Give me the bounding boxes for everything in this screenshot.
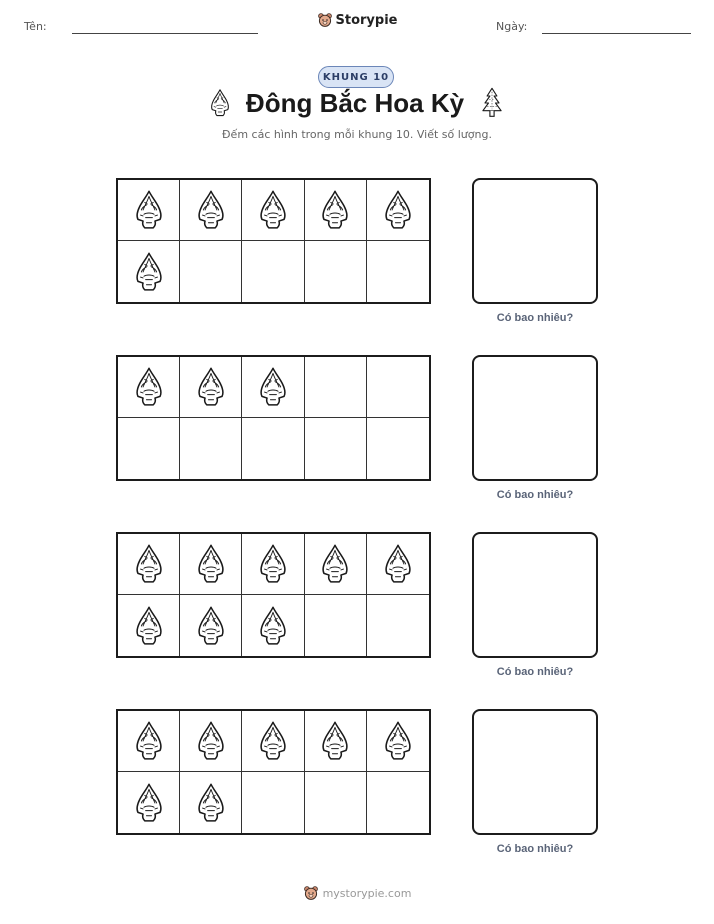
bear-icon — [317, 12, 333, 28]
arrowhead-icon — [256, 188, 290, 232]
answer-box[interactable] — [472, 709, 598, 835]
frame-cell — [242, 534, 304, 595]
frame-cell — [367, 711, 429, 772]
frame-cell — [367, 180, 429, 241]
frame-cell — [118, 418, 180, 479]
arrowhead-icon — [318, 719, 352, 763]
arrowhead-icon — [132, 719, 166, 763]
answer-box[interactable] — [472, 532, 598, 658]
bear-icon — [303, 885, 319, 901]
ten-frame — [116, 355, 431, 481]
frame-cell — [180, 180, 242, 241]
arrowhead-icon — [194, 188, 228, 232]
frame-cell — [305, 180, 367, 241]
frame-cell — [242, 772, 304, 833]
frame-cell — [305, 241, 367, 302]
page-title: Đông Bắc Hoa Kỳ — [245, 87, 465, 118]
frame-cell — [118, 241, 180, 302]
frame-cell — [367, 772, 429, 833]
answer-box[interactable] — [472, 178, 598, 304]
frame-cell — [180, 595, 242, 656]
frame-cell — [367, 357, 429, 418]
ten-frame — [116, 532, 431, 658]
arrowhead-icon — [194, 542, 228, 586]
frame-cell — [242, 418, 304, 479]
ten-frame — [116, 178, 431, 304]
frame-cell — [180, 357, 242, 418]
ten-frame-badge: KHUNG 10 — [318, 66, 394, 88]
frame-cell — [118, 534, 180, 595]
pine-tree-icon — [478, 86, 506, 120]
arrowhead-icon — [381, 542, 415, 586]
arrowhead-icon — [132, 250, 166, 294]
arrowhead-icon — [132, 365, 166, 409]
frame-cell — [180, 534, 242, 595]
frame-cell — [242, 357, 304, 418]
arrowhead-icon — [208, 87, 232, 119]
name-line[interactable] — [72, 33, 258, 34]
footer-url[interactable]: mystorypie.com — [322, 886, 412, 900]
frame-cell — [118, 772, 180, 833]
arrowhead-icon — [132, 604, 166, 648]
frame-cell — [118, 711, 180, 772]
frame-cell — [242, 180, 304, 241]
frame-cell — [242, 595, 304, 656]
brand-name: Storypie — [335, 12, 398, 28]
arrowhead-icon — [256, 365, 290, 409]
frame-cell — [305, 357, 367, 418]
arrowhead-icon — [132, 188, 166, 232]
frame-cell — [305, 418, 367, 479]
arrowhead-icon — [194, 781, 228, 825]
frame-cell — [118, 357, 180, 418]
arrowhead-icon — [318, 542, 352, 586]
date-label: Ngày: — [496, 20, 528, 33]
footer — [0, 885, 714, 906]
answer-label: Có bao nhiêu? — [496, 666, 574, 678]
frame-cell — [118, 595, 180, 656]
arrowhead-icon — [318, 188, 352, 232]
title-row — [0, 86, 714, 120]
answer-label: Có bao nhiêu? — [496, 312, 574, 324]
arrowhead-icon — [381, 719, 415, 763]
frame-cell — [242, 241, 304, 302]
frame-cell — [367, 595, 429, 656]
frame-cell — [305, 534, 367, 595]
answer-box[interactable] — [472, 355, 598, 481]
frame-cell — [180, 711, 242, 772]
arrowhead-icon — [132, 781, 166, 825]
frame-cell — [180, 772, 242, 833]
answer-label: Có bao nhiêu? — [496, 843, 574, 855]
arrowhead-icon — [194, 365, 228, 409]
name-label: Tên: — [24, 20, 47, 33]
frame-cell — [305, 772, 367, 833]
ten-frame — [116, 709, 431, 835]
frame-cell — [118, 180, 180, 241]
frame-cell — [367, 418, 429, 479]
arrowhead-icon — [256, 719, 290, 763]
frame-cell — [305, 595, 367, 656]
arrowhead-icon — [381, 188, 415, 232]
arrowhead-icon — [194, 604, 228, 648]
frame-cell — [180, 418, 242, 479]
frame-cell — [305, 711, 367, 772]
arrowhead-icon — [194, 719, 228, 763]
arrowhead-icon — [132, 542, 166, 586]
frame-cell — [367, 534, 429, 595]
date-line[interactable] — [542, 33, 691, 34]
brand-logo — [0, 12, 714, 33]
frame-cell — [242, 711, 304, 772]
arrowhead-icon — [256, 542, 290, 586]
frame-cell — [367, 241, 429, 302]
frame-cell — [180, 241, 242, 302]
answer-label: Có bao nhiêu? — [496, 489, 574, 501]
instructions: Đếm các hình trong mỗi khung 10. Viết số lượng. — [222, 128, 492, 141]
arrowhead-icon — [256, 604, 290, 648]
